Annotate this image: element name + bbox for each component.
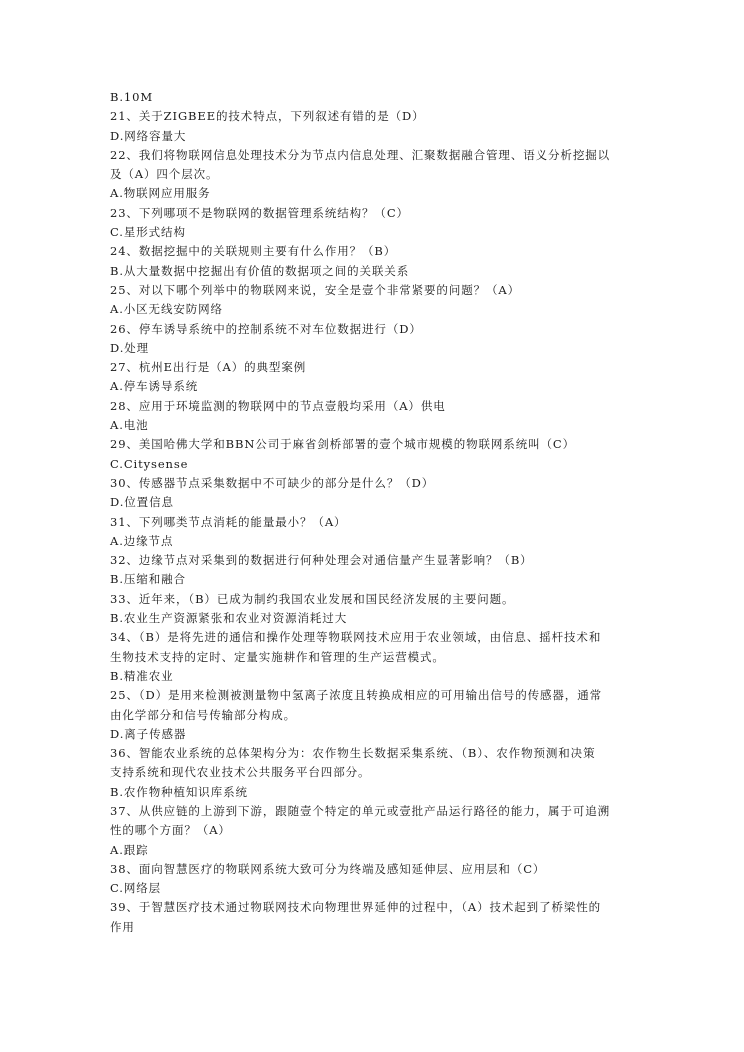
text-line: 由化学部分和信号传输部分构成。	[110, 707, 296, 722]
text-line: D.处理	[110, 340, 150, 355]
text-line: B.精准农业	[110, 668, 174, 683]
text-line: 27、杭州E出行是（A）的典型案例	[110, 360, 307, 375]
text-line: 26、停车诱导系统中的控制系统不对车位数据进行（D）	[110, 321, 422, 336]
text-line: A.跟踪	[110, 842, 149, 857]
text-line: 22、我们将物联网信息处理技术分为节点内信息处理、汇聚数据融合管理、语义分析挖掘以	[110, 147, 611, 162]
text-line: 23、下列哪项不是物联网的数据管理系统结构？（C）	[110, 205, 409, 220]
text-line: 生物技术支持的定时、定量实施耕作和管理的生产运营模式。	[110, 649, 445, 664]
text-line: 24、数据挖掘中的关联规则主要有什么作用？（B）	[110, 244, 397, 259]
text-line: A.电池	[110, 418, 149, 433]
text-line: 及（A）四个层次。	[110, 167, 219, 182]
text-line: C.Citysense	[110, 456, 189, 471]
text-line: 支持系统和现代农业技术公共服务平台四部分。	[110, 765, 371, 780]
text-line: B.从大量数据中挖掘出有价值的数据项之间的关联关系	[110, 263, 410, 278]
text-line: B.10M	[110, 90, 154, 104]
text-line: B.压缩和融合	[110, 572, 186, 587]
text-line: A.边缘节点	[110, 533, 174, 548]
text-line: 31、下列哪类节点消耗的能量最小？（A）	[110, 514, 347, 529]
text-line: 37、从供应链的上游到下游，跟随壹个特定的单元或壹批产品运行路径的能力，属于可追溯	[110, 803, 611, 818]
text-line: 33、近年来，（B）已成为制约我国农业发展和国民经济发展的主要问题。	[110, 591, 515, 606]
text-line: A.停车诱导系统	[110, 379, 199, 394]
text-line: 38、面向智慧医疗的物联网系统大致可分为终端及感知延伸层、应用层和（C）	[110, 861, 546, 876]
text-line: 28、应用于环境监测的物联网中的节点壹般均采用（A）供电	[110, 398, 446, 413]
document-body	[110, 88, 640, 937]
text-line: 34、（B）是将先进的通信和操作处理等物联网技术应用于农业领域，由信息、摇杆技术和	[110, 630, 602, 645]
text-line: A.物联网应用服务	[110, 186, 211, 201]
text-line: 21、关于ZIGBEE的技术特点，下列叙述有错的是（D）	[110, 109, 425, 124]
text-line: B.农业生产资源紧张和农业对资源消耗过大	[110, 611, 348, 626]
text-line: D.网络容量大	[110, 128, 187, 143]
text-line: 30、传感器节点采集数据中不可缺少的部分是什么？（D）	[110, 475, 435, 490]
text-line: C.星形式结构	[110, 225, 186, 240]
text-line: 性的哪个方面？（A）	[110, 823, 231, 838]
text-line: A.小区无线安防网络	[110, 302, 223, 317]
text-line: 25、（D）是用来检测被测量物中氢离子浓度且转换成相应的可用输出信号的传感器，通常	[110, 688, 602, 703]
text-line: C.网络层	[110, 881, 162, 896]
text-line: D.位置信息	[110, 495, 174, 510]
text-line: 36、智能农业系统的总体架构分为：农作物生长数据采集系统、（B）、农作物预测和决策	[110, 746, 596, 761]
text-line: 32、边缘节点对采集到的数据进行何种处理会对通信量产生显著影响？（B）	[110, 553, 533, 568]
text-line: 25、对以下哪个列举中的物联网来说，安全是壹个非常紧要的问题？（A）	[110, 282, 521, 297]
text-line: 29、美国哈佛大学和BBN公司于麻省剑桥部署的壹个城市规模的物联网系统叫（C）	[110, 437, 575, 452]
text-line: D.离子传感器	[110, 726, 187, 741]
text-line: B.农作物种植知识库系统	[110, 784, 248, 799]
text-line: 作用	[110, 919, 135, 934]
text-line: 39、于智慧医疗技术通过物联网技术向物理世界延伸的过程中，（A）技术起到了桥梁性的	[110, 900, 602, 915]
